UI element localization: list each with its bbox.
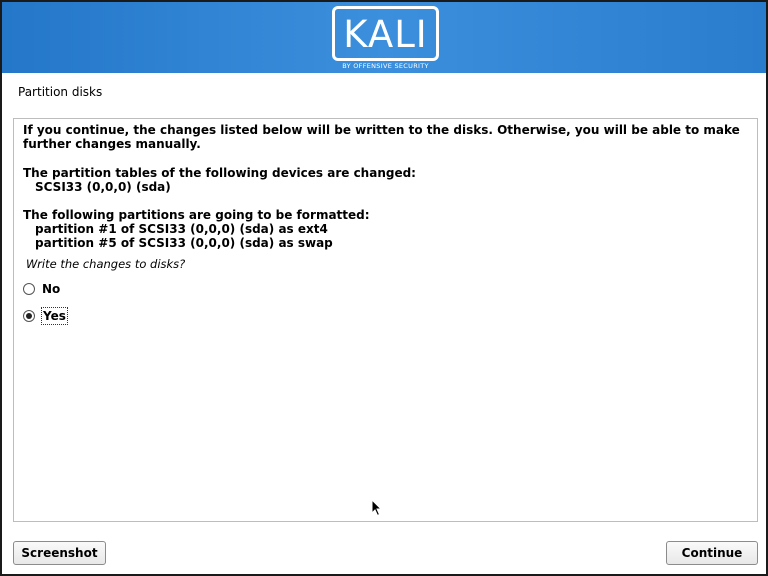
screenshot-button[interactable]: Screenshot — [13, 541, 106, 565]
option-no[interactable] — [23, 280, 61, 298]
format-item: partition #1 of SCSI33 (0,0,0) (sda) as ext4 — [35, 222, 328, 236]
option-no-label[interactable]: No — [42, 282, 61, 296]
partition-tables-section — [23, 166, 416, 194]
radio-no[interactable] — [23, 283, 35, 295]
mouse-pointer-icon — [371, 499, 383, 517]
page-title: Partition disks — [18, 85, 103, 99]
option-yes[interactable] — [23, 307, 68, 325]
partition-table-item: SCSI33 (0,0,0) (sda) — [35, 180, 171, 194]
kali-logo — [332, 6, 439, 61]
header-banner — [2, 2, 766, 73]
option-yes-label[interactable]: Yes — [43, 309, 66, 323]
format-item: partition #5 of SCSI33 (0,0,0) (sda) as swap — [35, 236, 333, 250]
format-section — [23, 208, 370, 250]
intro-text: If you continue, the changes listed below will be written to the disks. Otherwise, you will be able to make further changes manually. — [23, 123, 740, 151]
logo-subtitle: BY OFFENSIVE SECURITY — [342, 62, 429, 70]
partition-tables-heading: The partition tables of the following devices are changed: — [23, 166, 416, 180]
content-panel — [13, 118, 758, 522]
logo-text: KALI — [343, 13, 428, 56]
continue-button[interactable]: Continue — [666, 541, 758, 565]
radio-yes[interactable] — [23, 310, 35, 322]
question-label: Write the changes to disks? — [26, 257, 186, 271]
format-heading: The following partitions are going to be formatted: — [23, 208, 370, 222]
